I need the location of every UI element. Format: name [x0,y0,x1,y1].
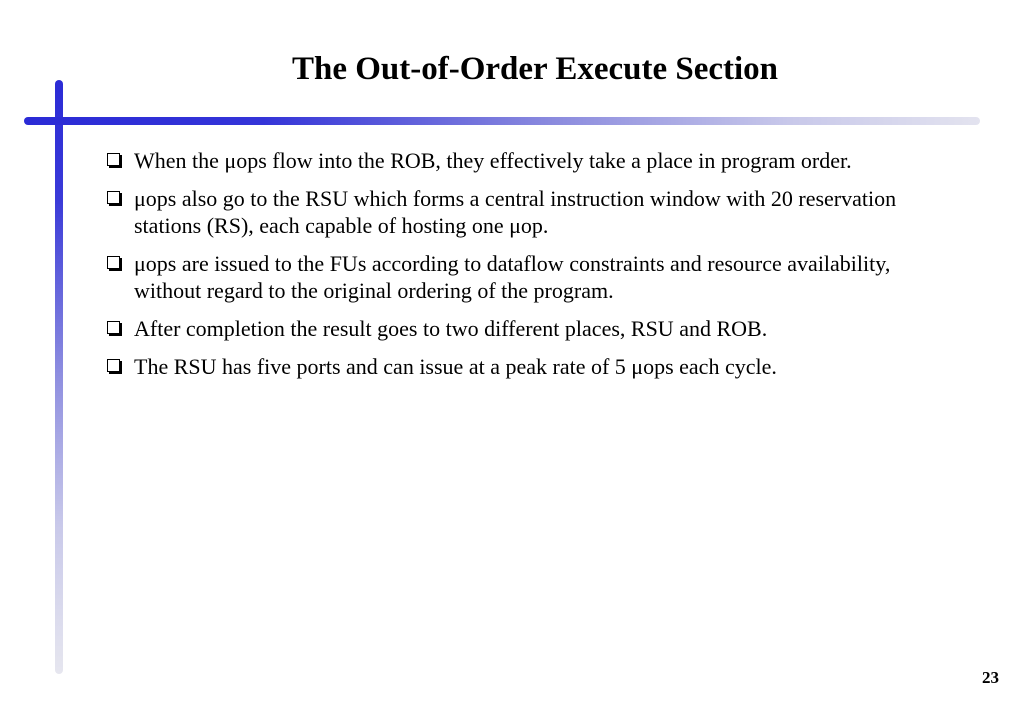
bullet-list [105,147,935,391]
bullet-item [105,250,935,304]
hollow-square-bullet-icon [107,191,120,204]
bullet-text: μops also go to the RSU which forms a central instruction window with 20 reservation stations (RS), each capable of hosting one μop. [134,186,897,238]
bullet-item [105,147,935,174]
bullet-text: After completion the result goes to two different places, RSU and ROB. [134,316,768,341]
hollow-square-bullet-icon [107,256,120,269]
slide-title: The Out-of-Order Execute Section [291,51,779,87]
bullet-item [105,315,935,342]
hollow-square-bullet-icon [107,359,120,372]
horizontal-accent-bar [24,117,980,125]
page-number: 23 [982,668,999,687]
bullet-text: The RSU has five ports and can issue at a peak rate of 5 μops each cycle. [134,354,777,379]
bullet-item [105,185,935,239]
vertical-accent-bar [55,80,63,674]
bullet-text: μops are issued to the FUs according to dataflow constraints and resource availability, without regard to the original ordering of the program. [134,251,891,303]
bullet-text: When the μops flow into the ROB, they effectively take a place in program order. [134,148,852,173]
bullet-item [105,353,935,380]
hollow-square-bullet-icon [107,153,120,166]
hollow-square-bullet-icon [107,321,120,334]
